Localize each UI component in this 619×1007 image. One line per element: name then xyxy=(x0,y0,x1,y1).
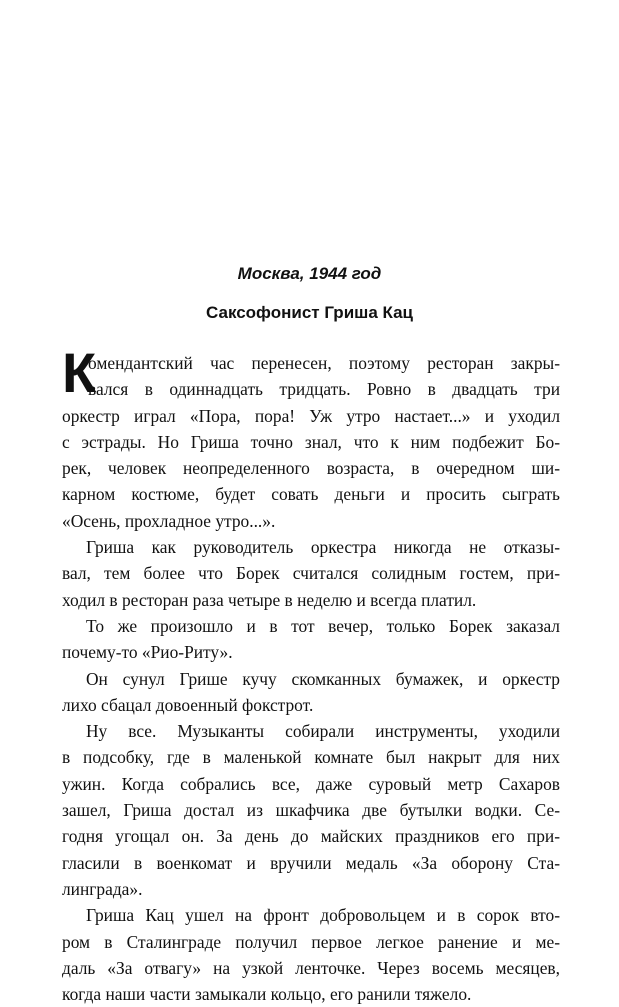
text-line: в подсобку, где в маленькой комнате был накрыт для них xyxy=(62,747,560,768)
text-line: с эстрады. Но Гриша точно знал, что к ним подбежит Бо- xyxy=(62,431,560,452)
chapter-title: Саксофонист Гриша Кац xyxy=(206,303,413,322)
text-line: Гриша как руководитель оркестра никогда не отказы- xyxy=(86,537,560,558)
text-line: гласили в военкомат и вручили медаль «За оборону Ста- xyxy=(62,852,560,873)
text-line: То же произошло и в тот вечер, только Борек заказал xyxy=(86,615,560,636)
text-line: ужин. Когда собрались все, даже суровый метр Сахаров xyxy=(62,773,560,794)
text-line: Гриша Кац ушел на фронт добровольцем и в сорок вто- xyxy=(86,905,560,926)
text-line: оркестр играл «Пора, пора! Уж утро настает...» и уходил xyxy=(62,405,560,426)
text-line: зашел, Гриша достал из шкафчика две бутылки водки. Се- xyxy=(62,800,560,821)
text-line: лихо сбацал довоенный фокстрот. xyxy=(62,694,314,715)
text-line: когда наши части замыкали кольцо, его ранили тяжело. xyxy=(62,984,472,1005)
text-line: вался в одиннадцать тридцать. Ровно в двадцать три xyxy=(88,379,560,400)
text-line: годня угощал он. За день до майских праздников его при- xyxy=(62,826,560,847)
text-line: Ну все. Музыканты собирали инструменты, уходили xyxy=(86,721,560,742)
text-line: ходил в ресторан раза четыре в неделю и всегда платил. xyxy=(62,589,477,610)
chapter-place-date: Москва, 1944 год xyxy=(237,264,382,283)
text-line: ром в Сталинграде получил первое легкое ранение и ме- xyxy=(62,931,560,952)
body-text xyxy=(62,350,560,1007)
text-line: линграда». xyxy=(62,878,143,899)
text-line: вал, тем более что Борек считался солидным гостем, при- xyxy=(62,563,560,584)
text-line: Он сунул Грише кучу скомканных бумажек, и оркестр xyxy=(86,668,560,689)
drop-cap: К xyxy=(62,341,97,404)
text-line: почему-то «Рио-Риту». xyxy=(62,642,233,663)
text-line: омендантский час перенесен, поэтому ресторан закры- xyxy=(88,353,560,373)
text-line: «Осень, прохладное утро...». xyxy=(62,510,276,531)
text-line: рек, человек неопределенного возраста, в очередном ши- xyxy=(62,458,560,479)
text-line: даль «За отвагу» на узкой ленточке. Через восемь месяцев, xyxy=(62,957,560,978)
text-line: карном костюме, будет совать деньги и просить сыграть xyxy=(62,484,560,505)
